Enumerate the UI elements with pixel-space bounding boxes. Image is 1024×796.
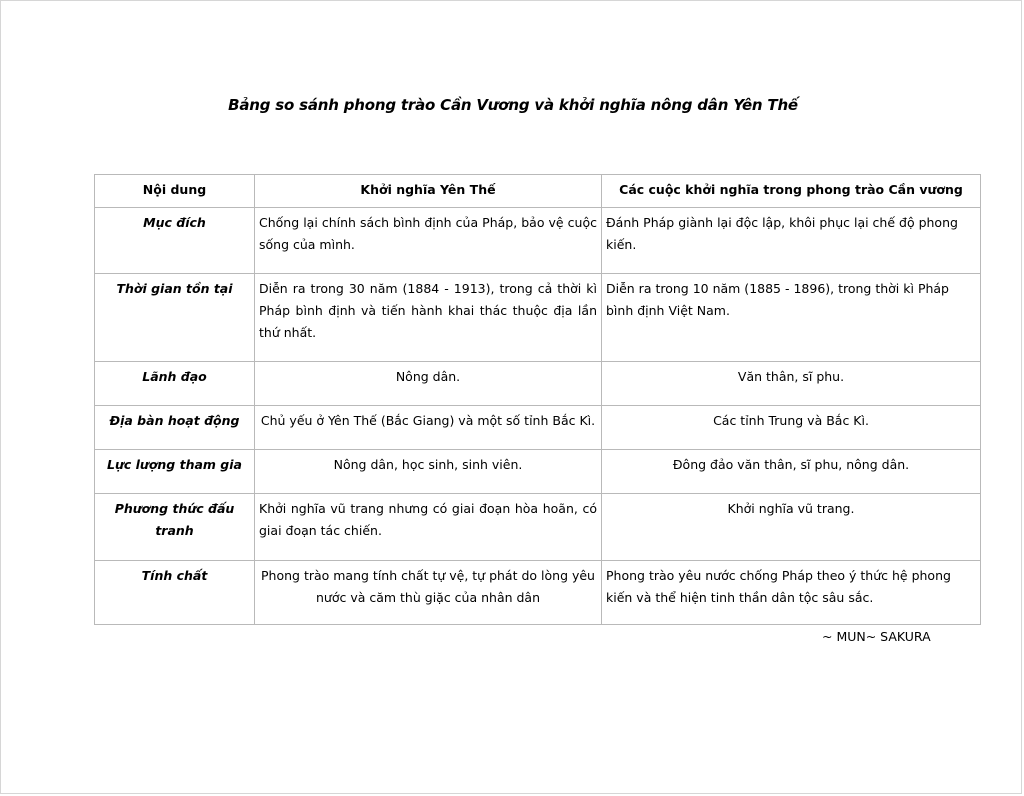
cell-can-vuong: Đánh Pháp giành lại độc lập, khôi phục lại chế độ phong kiến. bbox=[602, 208, 981, 274]
table-row bbox=[95, 274, 981, 362]
cell-yen-the: Chủ yếu ở Yên Thế (Bắc Giang) và một số tỉnh Bắc Kì. bbox=[255, 406, 602, 450]
row-label: Mục đích bbox=[95, 208, 255, 274]
cell-yen-the: Nông dân. bbox=[255, 362, 602, 406]
table-row bbox=[95, 561, 981, 625]
header-row bbox=[95, 175, 981, 208]
table-row bbox=[95, 450, 981, 494]
row-label: Tính chất bbox=[95, 561, 255, 625]
table-row bbox=[95, 494, 981, 561]
header-can-vuong: Các cuộc khởi nghĩa trong phong trào Cần vương bbox=[602, 175, 981, 208]
cell-yen-the: Phong trào mang tính chất tự vệ, tự phát do lòng yêu nước và căm thù giặc của nhân dân bbox=[255, 561, 602, 625]
cell-can-vuong: Phong trào yêu nước chống Pháp theo ý thức hệ phong kiến và thể hiện tinh thần dân tộc sâu sắc. bbox=[602, 561, 981, 625]
cell-can-vuong: Các tỉnh Trung và Bắc Kì. bbox=[602, 406, 981, 450]
cell-yen-the: Chống lại chính sách bình định của Pháp, bảo vệ cuộc sống của mình. bbox=[255, 208, 602, 274]
comparison-table bbox=[94, 174, 981, 625]
cell-yen-the: Diễn ra trong 30 năm (1884 - 1913), trong cả thời kì Pháp bình định và tiến hành khai thác thuộc địa lần thứ nhất. bbox=[255, 274, 602, 362]
cell-can-vuong: Đông đảo văn thân, sĩ phu, nông dân. bbox=[602, 450, 981, 494]
row-label: Lãnh đạo bbox=[95, 362, 255, 406]
document-title: Bảng so sánh phong trào Cần Vương và khởi nghĩa nông dân Yên Thế bbox=[228, 96, 798, 114]
cell-yen-the: Nông dân, học sinh, sinh viên. bbox=[255, 450, 602, 494]
table-row bbox=[95, 362, 981, 406]
cell-can-vuong: Diễn ra trong 10 năm (1885 - 1896), trong thời kì Pháp bình định Việt Nam. bbox=[602, 274, 981, 362]
row-label: Thời gian tồn tại bbox=[95, 274, 255, 362]
row-label: Phương thức đấu tranh bbox=[95, 494, 255, 561]
row-label: Lực lượng tham gia bbox=[95, 450, 255, 494]
row-label: Địa bàn hoạt động bbox=[95, 406, 255, 450]
cell-can-vuong: Văn thân, sĩ phu. bbox=[602, 362, 981, 406]
cell-can-vuong: Khởi nghĩa vũ trang. bbox=[602, 494, 981, 561]
header-content: Nội dung bbox=[95, 175, 255, 208]
table-row bbox=[95, 208, 981, 274]
table-row bbox=[95, 406, 981, 450]
header-yen-the: Khởi nghĩa Yên Thế bbox=[255, 175, 602, 208]
author-signature: ~ MUN~ SAKURA bbox=[822, 629, 931, 644]
cell-yen-the: Khởi nghĩa vũ trang nhưng có giai đoạn hòa hoãn, có giai đoạn tác chiến. bbox=[255, 494, 602, 561]
